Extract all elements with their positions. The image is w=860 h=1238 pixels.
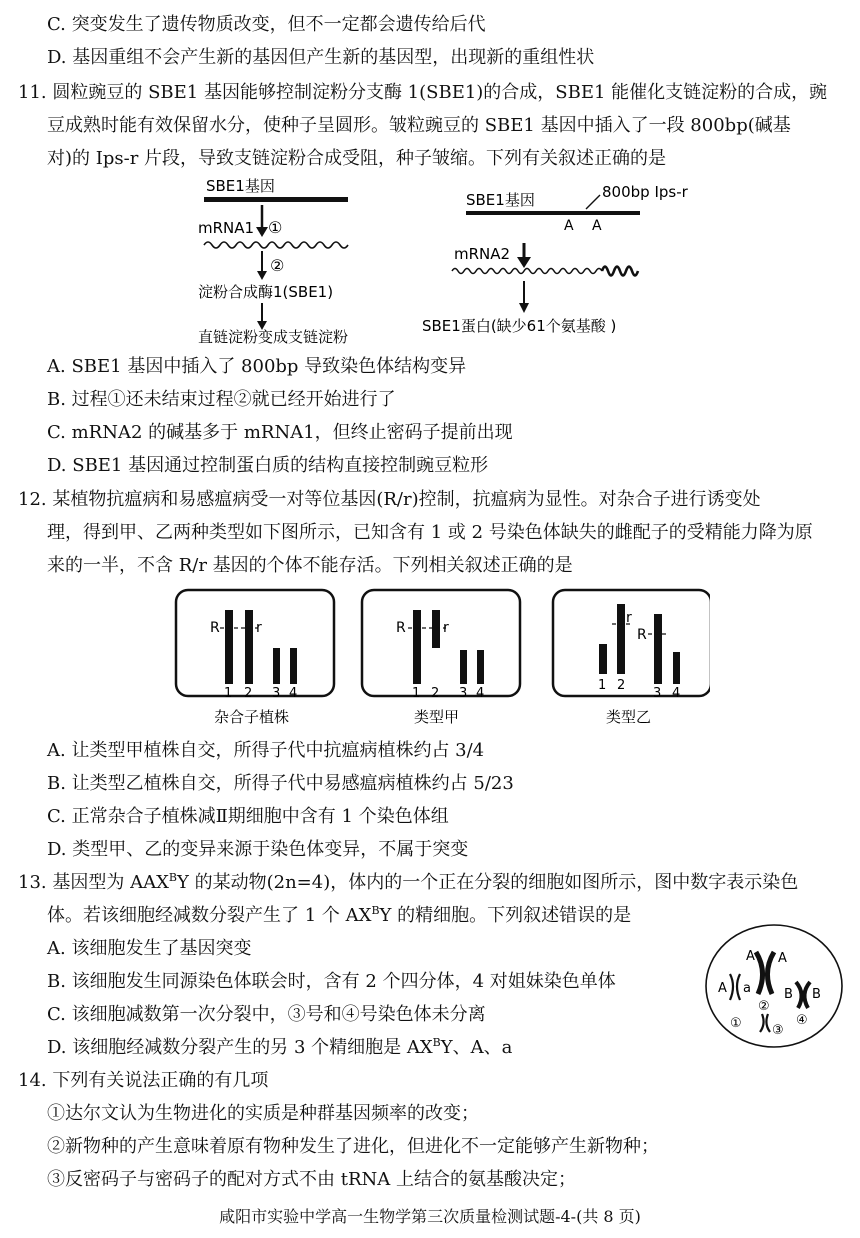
- q13-chrom-2-A-right-label: A: [778, 951, 787, 966]
- q13-optd-part2: Y、A、a: [440, 1037, 513, 1058]
- q12-p1-num-4: 4: [289, 686, 298, 701]
- q11-arrowhead-4: [517, 257, 531, 268]
- q13-optd-part1: D. 该细胞经减数分裂产生的另 3 个精细胞是 AX: [47, 1037, 433, 1058]
- q11-protein-label: SBE1蛋白(缺少61个氨基酸 ): [422, 317, 617, 335]
- q13-option-a: A. 该细胞发生了基因突变: [47, 938, 252, 959]
- q12-p3-chrom-2: [617, 604, 625, 674]
- q13-chrom-4-number: ④: [796, 1013, 808, 1028]
- q13-chrom-3-right: [766, 1014, 770, 1032]
- q11-option-d: D. SBE1 基因通过控制蛋白质的结构直接控制豌豆粒形: [47, 455, 489, 476]
- q11-arrowhead-2: [257, 271, 267, 280]
- q11-option-c: C. mRNA2 的碱基多于 mRNA1，但终止密码子提前出现: [47, 422, 513, 443]
- q13-chrom-1-A-label: A: [718, 981, 727, 996]
- q11-step2-label: ②: [270, 256, 285, 275]
- q11-mrna2-insert-wave: [602, 267, 638, 276]
- q13-option-b: B. 该细胞发生同源染色体联会时，含有 2 个四分体，4 对姐妹染色单体: [47, 971, 616, 992]
- q12-p3-num-2: 2: [617, 678, 626, 693]
- q12-caption-heterozygote: 杂合子植株: [214, 708, 290, 726]
- q13-chrom-3-number: ③: [772, 1023, 784, 1038]
- q13-option-d: [47, 1035, 512, 1061]
- q12-p1-num-2: 2: [244, 686, 253, 701]
- q12-p3-num-1: 1: [598, 678, 607, 693]
- q13-chrom-1-left: [730, 974, 733, 1000]
- q12-p1-chrom-3: [273, 648, 280, 684]
- q12-p2-chrom-4: [477, 650, 484, 684]
- q13-stem1-part1: 13. 基因型为 AAX: [18, 872, 169, 893]
- q12-p3-chrom-3: [654, 614, 662, 684]
- q13-optd-superscript: B: [432, 1036, 441, 1049]
- q12-p2-chrom-1: [413, 610, 421, 684]
- q12-p1-num-1: 1: [224, 686, 233, 701]
- q12-p2-num-1: 1: [412, 686, 421, 701]
- q12-p2-chrom-3: [460, 650, 467, 684]
- q12-p2-num-3: 3: [459, 686, 468, 701]
- q13-stem-line1: [18, 870, 798, 896]
- q11-arrowhead-5: [519, 303, 529, 313]
- q12-p1-num-3: 3: [272, 686, 281, 701]
- q11-step1-label: ①: [268, 218, 283, 237]
- q11-stem-line1: 11. 圆粒豌豆的 SBE1 基因能够控制淀粉分支酶 1(SBE1)的合成，SBE1 能催化支链淀粉的合成，豌: [18, 82, 828, 103]
- q11-left-gene-label: SBE1基因: [206, 177, 275, 195]
- q12-p1-r-label: r: [256, 620, 262, 636]
- q11-mrna2-label: mRNA2: [454, 245, 511, 263]
- q12-option-d: D. 类型甲、乙的变异来源于染色体变异，不属于突变: [47, 839, 469, 860]
- q13-chrom-2-left: [756, 952, 763, 994]
- q11-arrowhead-1: [256, 227, 268, 237]
- q13-chrom-1-a-label: a: [743, 981, 751, 996]
- q12-stem-line1: 12. 某植物抗瘟病和易感瘟病受一对等位基因(R/r)控制，抗瘟病为显性。对杂合子进行诱变处: [18, 489, 761, 510]
- q13-option-c: C. 该细胞减数第一次分裂中，③号和④号染色体未分离: [47, 1004, 486, 1025]
- q13-stem1-part2: Y 的某动物(2n=4)，体内的一个正在分裂的细胞如图所示，图中数字表示染色: [176, 872, 799, 893]
- q12-p1-chrom-2: [245, 610, 253, 684]
- q12-p2-r-label: r: [443, 620, 449, 636]
- q11-mrna1-wave: [204, 242, 348, 248]
- q12-stem-line2: 理，得到甲、乙两种类型如下图所示，已知含有 1 或 2 号染色体缺失的雌配子的受精能力降为原: [47, 522, 813, 543]
- q14-statement-2: ②新物种的产生意味着原有物种发生了进化，但进化不一定能够产生新物种；: [47, 1136, 659, 1157]
- q12-option-b: B. 让类型乙植株自交，所得子代中易感瘟病植株约占 5/23: [47, 773, 514, 794]
- q11-a-mark-1: A: [564, 218, 574, 234]
- q12-p1-chrom-1: [225, 610, 233, 684]
- q11-mrna1-label: mRNA1: [198, 219, 255, 237]
- q12-p1-R-label: R: [210, 620, 220, 636]
- q13-chrom-2-number: ②: [758, 999, 770, 1014]
- q14-stem: 14. 下列有关说法正确的有几项: [18, 1070, 269, 1091]
- q13-stem1-superscript: B: [168, 871, 177, 884]
- q12-figure: [170, 586, 710, 732]
- q13-chrom-4-right: [804, 982, 810, 1008]
- q12-p3-num-4: 4: [672, 686, 681, 701]
- q10-option-d: D. 基因重组不会产生新的基因但产生新的基因型，出现新的重组性状: [47, 47, 595, 68]
- q11-mrna2-wave: [452, 269, 602, 274]
- q12-p2-chrom-2: [432, 610, 440, 648]
- q12-panel-type-jia: [362, 590, 520, 696]
- q11-insert-pointer: [586, 195, 600, 209]
- q11-figure: [190, 175, 710, 345]
- q13-stem2-superscript: B: [371, 904, 380, 917]
- q13-stem2-part2: Y 的精细胞。下列叙述错误的是: [379, 905, 632, 926]
- q12-p3-r-label: r: [626, 610, 632, 626]
- q11-result-label: 直链淀粉变成支链淀粉: [198, 328, 349, 345]
- q13-stem2-part1: 体。若该细胞经减数分裂产生了 1 个 AX: [47, 905, 372, 926]
- q12-p3-chrom-4: [673, 652, 680, 684]
- q12-caption-type-yi: 类型乙: [606, 708, 652, 726]
- q12-option-a: A. 让类型甲植株自交，所得子代中抗瘟病植株约占 3/4: [47, 740, 485, 761]
- q11-left-gene-bar: [204, 197, 348, 202]
- q12-stem-line3: 来的一半，不含 R/r 基因的个体不能存活。下列相关叙述正确的是: [47, 555, 573, 576]
- q12-p1-chrom-4: [290, 648, 297, 684]
- q12-panel-type-yi: [553, 590, 710, 696]
- q11-option-a: A. SBE1 基因中插入了 800bp 导致染色体结构变异: [47, 356, 467, 377]
- q12-p2-R-label: R: [396, 620, 406, 636]
- q11-enzyme-label: 淀粉合成酶1(SBE1): [198, 283, 334, 301]
- q13-cell-figure: [700, 922, 846, 1050]
- q11-insert-label: 800bp Ips-r: [602, 183, 688, 201]
- q11-stem-line2: 豆成熟时能有效保留水分，使种子呈圆形。皱粒豌豆的 SBE1 基因中插入了一段 800bp(碱基: [47, 115, 791, 136]
- q11-right-gene-bar: [466, 211, 640, 215]
- q12-caption-type-jia: 类型甲: [414, 708, 460, 726]
- q13-chrom-1-right: [737, 974, 740, 1000]
- q11-right-gene-label: SBE1基因: [466, 191, 535, 209]
- q12-p3-chrom-1: [599, 644, 607, 674]
- q13-stem-line2: [47, 903, 631, 929]
- q13-chrom-1-number: ①: [730, 1016, 742, 1031]
- q13-chrom-4-B-right-label: B: [812, 987, 821, 1002]
- q13-chrom-4-left: [796, 982, 802, 1008]
- q13-chrom-3-left: [760, 1014, 764, 1032]
- q14-statement-1: ①达尔文认为生物进化的实质是种群基因频率的改变；: [47, 1103, 479, 1124]
- page-footer: 咸阳市实验中学高一生物学第三次质量检测试题-4-(共 8 页): [219, 1207, 641, 1226]
- q14-statement-3: ③反密码子与密码子的配对方式不由 tRNA 上结合的氨基酸决定；: [47, 1169, 576, 1190]
- q12-panel-heterozygote: [176, 590, 334, 696]
- q13-chrom-2-A-left-label: A: [746, 949, 755, 964]
- q11-a-mark-2: A: [592, 218, 602, 234]
- q11-stem-line3: 对)的 Ips-r 片段，导致支链淀粉合成受阻，种子皱缩。下列有关叙述正确的是: [47, 148, 667, 169]
- q11-option-b: B. 过程①还未结束过程②就已经开始进行了: [47, 389, 396, 410]
- q12-p2-num-4: 4: [476, 686, 485, 701]
- q10-option-c: C. 突变发生了遗传物质改变，但不一定都会遗传给后代: [47, 14, 486, 35]
- q12-p3-num-3: 3: [653, 686, 662, 701]
- q13-chrom-2-right: [767, 952, 774, 994]
- q12-p3-R-label: R: [637, 627, 647, 643]
- q12-option-c: C. 正常杂合子植株减Ⅱ期细胞中含有 1 个染色体组: [47, 806, 449, 827]
- q13-chrom-4-B-left-label: B: [784, 987, 793, 1002]
- q12-p2-num-2: 2: [431, 686, 440, 701]
